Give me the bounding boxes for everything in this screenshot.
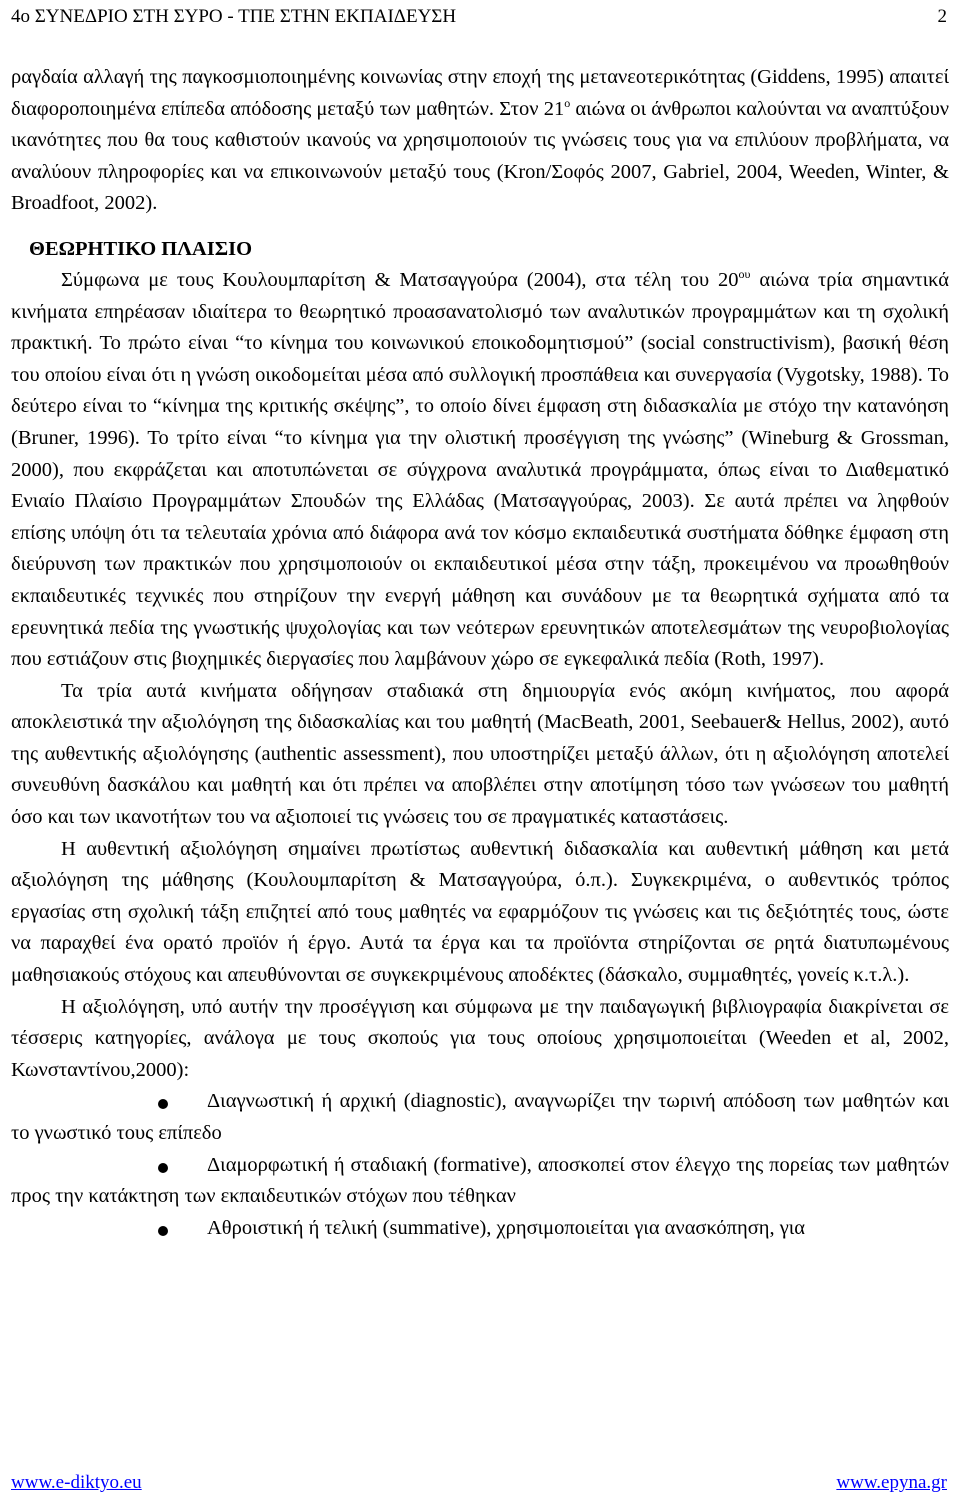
intro-paragraph	[11, 62, 949, 220]
section-paragraph-1	[11, 265, 949, 676]
paragraph-1-text-1: Σύμφωνα με τους Κουλουμπαρίτση & Ματσαγγούρα (2004), στα τέλη του 20	[61, 268, 739, 291]
intro-text-2: αιώνα οι άνθρωποι καλούνται να αναπτύξουν ικανότητες που θα τους καθιστούν ικανούς να χρησιμοποιούν τις γνώσεις τους για να επιλύουν προβλήματα, να αναλύουν πληροφορίες και να επικοινωνούν μεταξύ τους (Kron/Σοφός 2007, Gabriel, 2004, Weeden, Winter, & Broadfoot, 2002).	[11, 97, 949, 215]
assessment-types-list	[11, 1086, 949, 1244]
list-item-text: Διαμορφωτική ή σταδιακή (formative), αποσκοπεί στον έλεγχο της πορείας των μαθητών προς την κατάκτηση των εκπαιδευτικών στόχων που τέθηκαν	[11, 1153, 949, 1208]
list-item-text: Αθροιστική ή τελική (summative), χρησιμοποιείται για ανασκόπηση, για	[207, 1216, 806, 1239]
footer-link-epyna[interactable]: www.epyna.gr	[836, 1472, 947, 1493]
section-heading: ΘΕΩΡΗΤΙΚΟ ΠΛΑΙΣΙΟ	[29, 237, 253, 260]
page-number: 2	[937, 6, 947, 27]
list-item	[11, 1213, 949, 1245]
document-page	[11, 0, 954, 1499]
document-body	[11, 62, 949, 1244]
bullet-icon	[158, 1226, 168, 1236]
intro-text-1: ραγδαία αλλαγή της παγκοσμιοποιημένης κοινωνίας στην εποχή της μετανεοτερικότητας (Giddens, 1995) απαιτεί διαφοροποιημένα επίπεδα απόδοσης μεταξύ των μαθητών. Στον 21	[11, 66, 949, 120]
section-paragraph-3: Η αυθεντική αξιολόγηση σημαίνει πρωτίστως αυθεντική διδασκαλία και αυθεντική μάθηση και μετά αξιολόγηση της μάθησης (Κουλουμπαρίτση & Ματσαγγούρα, ό.π.). Συγκεκριμένα, ο αυθεντικός τρόπος εργασίας στη σχολική τάξη επιζητεί από τους μαθητές να εφαρμόζουν τις γνώσεις και τις δεξιότητές τους, ώστε να παραχθεί ένα ορατό προϊόν ή έργο. Αυτά τα έργα και τα προϊόντα στηρίζονται σε ρητά διατυπωμένους μαθησιακούς στόχους και απευθύνονται σε συγκεκριμένους αποδέκτες (δάσκαλο, συμμαθητές, γονείς κ.τ.λ.).	[11, 837, 949, 987]
list-item	[11, 1150, 949, 1213]
page-footer	[11, 1470, 947, 1496]
page-header	[11, 4, 947, 30]
section-paragraph-4: Η αξιολόγηση, υπό αυτήν την προσέγγιση και σύμφωνα με την παιδαγωγική βιβλιογραφία διακρίνεται σε τέσσερις κατηγορίες, ανάλογα με τους σκοπούς για τους οποίους χρησιμοποιείται (Weeden et al, 2002, Κωνσταντίνου,2000):	[11, 995, 949, 1081]
intro-superscript: ο	[564, 95, 571, 110]
footer-link-e-diktyo[interactable]: www.e-diktyo.eu	[11, 1472, 142, 1493]
bullet-icon	[158, 1163, 168, 1173]
theory-section	[11, 233, 949, 1244]
paragraph-1-text-2: αιώνα τρία σημαντικά κινήματα επηρέασαν ιδιαίτερα το θεωρητικό προασανατολισμό των αναλυτικών προγραμμάτων και τη σχολική πρακτική. Το πρώτο είναι “το κίνημα του κοινωνικού εποικοδομητισμού” (social constructivism), βασική θέση του οποίου είναι ότι η γνώση οικοδομείται μέσα από συλλογική προσπάθεια και συνεργασία (Vygotsky, 1988). Το δεύτερο είναι το “κίνημα της κριτικής σκέψης”, το οποίο δίνει έμφαση στη διδασκαλία με στόχο την κατανόηση (Bruner, 1996). Το τρίτο είναι “το κίνημα για την ολιστική προσέγγιση της γνώσης” (Wineburg & Grossman, 2000), που εκφράζεται και αποτυπώνεται σε σύγχρονα αναλυτικά προγράμματα, όπως είναι το Διαθεματικό Ενιαίο Πλαίσιο Προγραμμάτων Σπουδών της Ελλάδας (Ματσαγγούρας, 2003). Σε αυτά πρέπει να ληφθούν επίσης υπόψη ότι τα τελευταία χρόνια από διάφορα ανά τον κόσμο εκπαιδευτικά συστήματα δόθηκε έμφαση στη διεύρυνση των πρακτικών που χρησιμοποιούν οι εκπαιδευτικοί μέσα στην τάξη, προκειμένου να προωθηθούν εκπαιδευτικές τεχνικές που στηρίζουν την ενεργή μάθηση και συνάδουν με τα θεωρητικά σχήματα από τα ερευνητικά πεδία της γνωστικής ψυχολογίας και των νεότερων ερευνητικών αποτελεσμάτων της νευροβιολογίας που εστιάζουν στις βιοχημικές διεργασίες που λαμβάνουν χώρο σε εγκεφαλικά πεδία (Roth, 1997).	[11, 268, 949, 671]
list-item-text: Διαγνωστική ή αρχική (diagnostic), αναγνωρίζει την τωρινή απόδοση των μαθητών και το γνωστικό τους επίπεδο	[11, 1090, 949, 1144]
paragraph-1-superscript: ου	[738, 267, 751, 282]
section-paragraph-2: Τα τρία αυτά κινήματα οδήγησαν σταδιακά στη δημιουργία ενός ακόμη κινήματος, που αφορά αποκλειστικά την αξιολόγηση της διδασκαλίας και του μαθητή (MacBeath, 2001, Seebauer& Hellus, 2002), αυτό της αυθεντικής αξιολόγησης (authentic assessment), που υποστηρίζει μεταξύ άλλων, ότι η αξιολόγηση αποτελεί συνευθύνη δασκάλου και μαθητή και ότι πρέπει να αποβλέπει στην αποτίμηση τόσο των γνώσεων του μαθητή όσο και των ικανοτήτων του να αξιοποιεί τις γνώσεις του σε πραγματικές καταστάσεις.	[11, 679, 949, 829]
header-title: 4ο ΣΥΝΕΔΡΙΟ ΣΤΗ ΣΥΡΟ - ΤΠΕ ΣΤΗΝ ΕΚΠΑΙΔΕΥΣΗ	[11, 6, 457, 27]
list-item	[11, 1086, 949, 1149]
